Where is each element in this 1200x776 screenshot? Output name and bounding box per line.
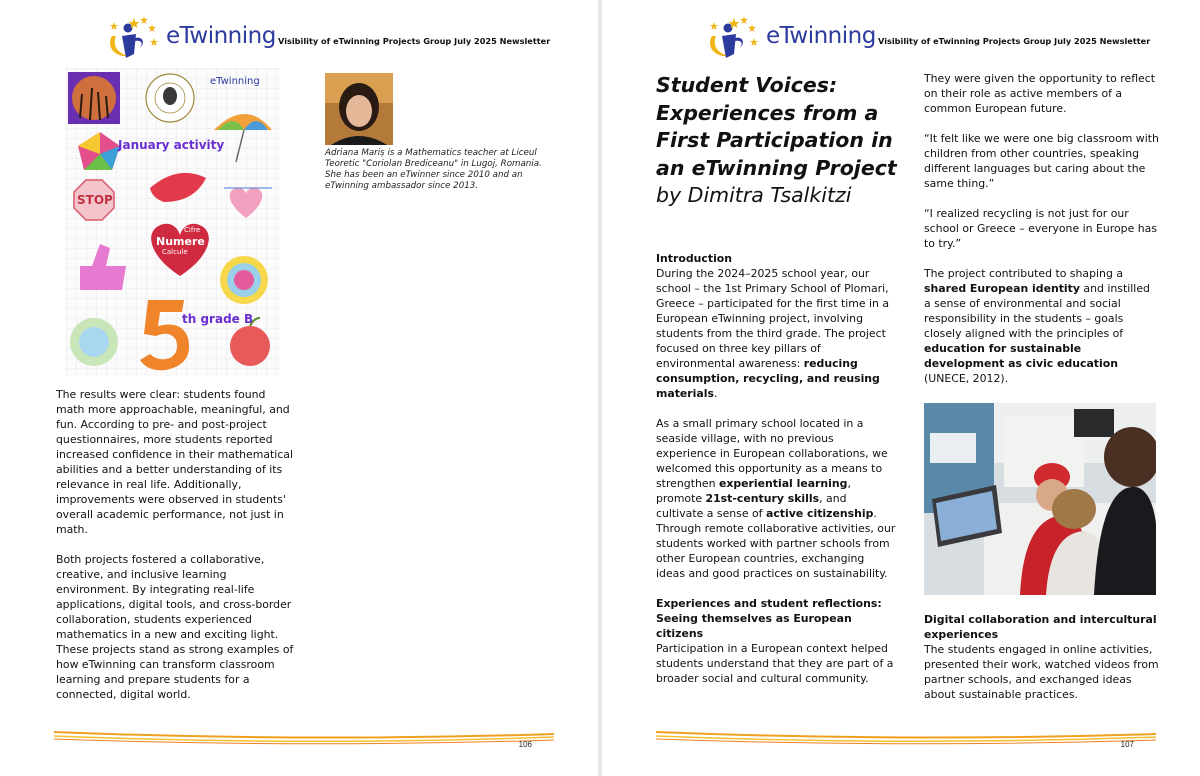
etwinning-logo [104,14,274,64]
student-quote-1: “It felt like we were one big classroom with children from other countries, speaking different languages but caring about the same thing.” [924,132,1159,190]
author-portrait [325,73,393,145]
intro-heading: Introduction [656,252,733,265]
portrait-caption: Adriana Mariș is a Mathematics teacher at Liceul Teoretic "Coriolan Brediceanu" in Lugoj, Romania. She has been an eTwinner since 2010 and an eTwinning ambassador since 2013. [325,148,542,191]
context-paragraph [656,416,896,581]
results-paragraph: The results were clear: students found math more approachable, meaningful, and fun. According to pre- and post-project questionnaires, more students reported increased confidence in their mathematical abilities and a better understanding of its relevance in real life. Additionally, improvements were observed in students' overall academic performance, not just in math. [56,388,294,536]
numere-label: Numere [156,235,205,248]
article-title-block [656,72,906,209]
experiences-section [656,596,896,686]
article-column-1 [656,251,896,701]
digital-section [924,612,1160,717]
brand-name: eTwinning [766,23,876,49]
cifre-label: Cifre [184,226,201,234]
page-footer [54,726,554,756]
context-text-c: , promote [656,477,851,505]
stop-label: STOP [77,193,113,207]
digital-heading: Digital collaboration and intercultural experiences [924,613,1157,641]
project-collage [66,68,280,376]
article-continuation [56,387,296,717]
classroom-photo-image [924,403,1156,595]
page-106 [0,0,598,776]
digital-paragraph [924,612,1160,702]
grade-label: th grade B [182,312,254,326]
intro-section [656,251,896,401]
conclusion-paragraph: Both projects fostered a collaborative, creative, and inclusive learning environment. By integrating real-life applications, digital tools, and cross-border collaboration, students experienced mathematics in a new and exciting light. These projects stand as strong examples of how eTwinning can transform classroom learning and prepare students for a connected, digital world. [56,553,294,701]
page-107 [602,0,1200,776]
intro-text: During the 2024–2025 school year, our school – the 1st Primary School of Plomari, Greece – participated for the first time in a European eTwinning project, involving students from the third grade. The project focused on three key pillars of environmental awareness: [656,267,890,370]
context-text-e: . Through remote collaborative activities, our students worked with partner schools from other European countries, exchanging ideas and good practices on sustainability. [656,507,896,580]
newsletter-title: Visibility of eTwinning Projects Group July 2025 Newsletter [278,36,551,46]
context-bold-2: 21st-century skills [705,492,820,505]
newsletter-title: Visibility of eTwinning Projects Group July 2025 Newsletter [878,36,1151,46]
experiences-heading: Experiences and student reflections: Seeing themselves as European citizens [656,597,882,640]
brand-name: eTwinning [166,23,276,49]
context-bold-1: experiential learning [718,477,848,490]
page-number: 106 [518,740,532,749]
identity-text-a: The project contributed to shaping a [924,267,1123,280]
context-text-d: , and cultivate a sense of [656,492,847,520]
intro-bold: reducing consumption, recycling, and reusing materials [656,357,880,400]
identity-bold-1: shared European identity [924,282,1080,295]
context-text-a: As a small primary school located in a seaside village, with no previous experience in European collaborations, we welcomed this opportunity as a means to strengthen [656,417,888,490]
student-quote-2: “I realized recycling is not just for our school or Greece – everyone in Europe has to try.” [924,207,1158,250]
experiences-text: Participation in a European context helped students understand that they are part of a broader social and cultural community. [656,642,894,685]
article-title: Student Voices: Experiences from a First Participation in an eTwinning Project [656,73,897,180]
page-number: 107 [1120,740,1134,749]
etwinning-stars-icon [704,14,766,64]
article-byline: by Dimitra Tsalkitzi [656,183,852,207]
etwinning-stars-icon [104,14,166,64]
reflection-paragraph: They were given the opportunity to reflect on their role as active members of a common European future. [924,72,1156,115]
identity-paragraph [924,266,1160,386]
etwinning-logo [704,14,874,64]
page-footer [656,726,1156,756]
intro-end: . [713,387,718,400]
digital-text: The students engaged in online activities, presented their work, watched videos from partner schools, and exchanged ideas about sustainable practices. [924,643,1159,701]
identity-text-c: and instilled a sense of environmental and social responsibility in the students – goals closely aligned with the principles of [924,282,1150,340]
classroom-photo [924,403,1156,595]
calcule-label: Calcule [162,248,188,256]
identity-text-d: (UNECE, 2012). [924,372,1009,385]
article-column-2 [924,71,1160,401]
context-bold-3: active citizenship [765,507,874,520]
collage-graphics [66,68,280,376]
identity-bold-2: education for sustainable development as civic education [924,342,1118,370]
footer-swoosh [54,726,554,756]
footer-swoosh [656,726,1156,756]
portrait-image [325,73,393,145]
january-activity-label: January activity [118,138,225,152]
small-etwinning-logo: eTwinning [210,76,260,87]
